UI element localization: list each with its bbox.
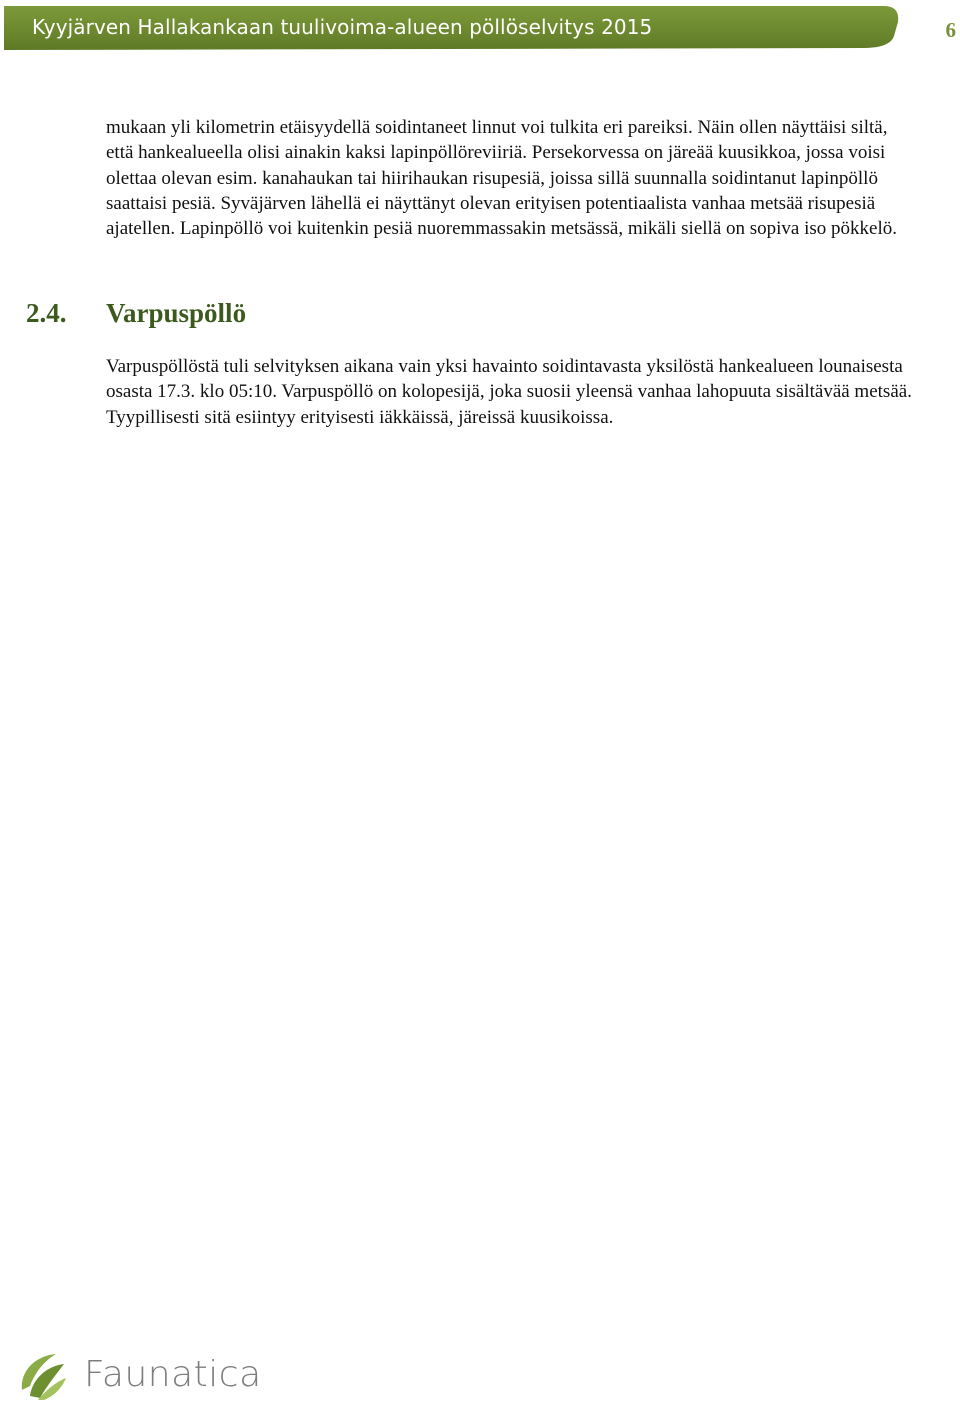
section-heading: Varpuspöllö xyxy=(106,298,247,328)
body-paragraph: Varpuspöllöstä tuli selvityksen aikana vain yksi havainto soidintavasta yksilöstä hankealueen lounaisesta osasta 17.3. klo 05:10. Varpuspöllö on kolopesijä, joka suosii yleensä vanhaa lahopuuta sisältävää metsää. Tyypillisesti sitä esiintyy erityisesti iäkkäissä, järeissä kuusikoissa. xyxy=(106,356,912,428)
page-number: 6 xyxy=(945,18,956,42)
page-header xyxy=(4,6,900,50)
logo-wordmark: Faunatica xyxy=(84,1354,262,1395)
body-paragraph: mukaan yli kilometrin etäisyydellä soidintaneet linnut voi tulkita eri pareiksi. Näin ollen näyttäisi siltä, että hankealueella olisi ainakin kaksi lapinpöllöreviiriä. Persekorvessa on järeää kuusikkoa, jossa voisi olettaa olevan esim. kanahaukan tai hiirihaukan risupesiä, joissa sillä suunnalla soidintanut lapinpöllö saattaisi pesiä. Syväjärven lähellä ei näyttänyt olevan erityisen potentiaalista vanhaa metsää risupesiä ajatellen. Lapinpöllö voi kuitenkin pesiä nuoremmassakin metsässä, mikäli siellä on sopiva iso pökkelö. xyxy=(106,117,897,240)
document-title: Kyyjärven Hallakankaan tuulivoima-alueen pöllöselvitys 2015 xyxy=(32,15,653,39)
section-number: 2.4. xyxy=(26,298,67,328)
leaf-logo-icon xyxy=(16,1350,68,1402)
footer-logo xyxy=(16,1350,276,1404)
